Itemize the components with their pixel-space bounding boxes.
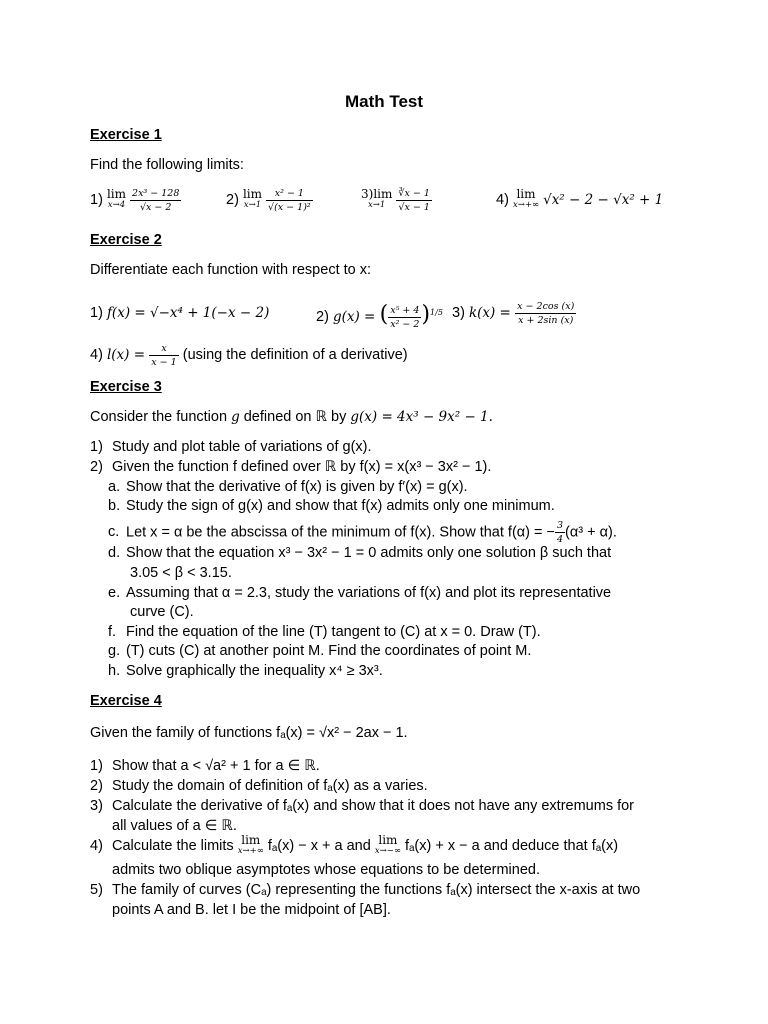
exercise-3-part-a: a. Show that the derivative of f(x) is given by f′(x) = g(x). [108,479,468,495]
exercise-4-question-1: 1) Show that a < √a² + 1 for a ∈ ℝ. [90,758,320,774]
exercise-3-part-d: d. Show that the equation x³ − 3x² − 1 = 0 admits only one solution β such that [108,545,612,561]
derivative-item-3: 3) k(x) = $\frac{x - 2\cos (x)}{x + 2\sin (x)}$ [452,300,575,326]
exercise-3-part-c: c. Let x = α be the abscissa of the minimum of f(x). Show that f(α) = − $\frac{3}{4}$ (α³ + α). [108,520,617,545]
limit-2-label: 2) [226,192,239,208]
exercise-3-heading: Exercise 3 [90,379,162,395]
limit-4-expression: √x² − 2 − √x² + 1 [543,192,664,208]
exercise-4-question-2: 2) Study the domain of definition of fₐ(x) as a varies. [90,778,428,794]
exercise-2-heading: Exercise 2 [90,232,162,248]
exercise-1-intro: Find the following limits: [90,157,244,173]
limit-1-label: 1) [90,192,103,208]
derivative-item-1: 1) f(x) = √−x⁴ + 1(−x − 2) [90,305,270,321]
limit-4-operator: lim x→+∞ [512,187,540,211]
exercise-4-question-5: 5) The family of curves (Cₐ) representing the functions fₐ(x) intersect the x-axis at two [90,882,641,898]
limit-2-fraction: $\frac{\text{x² − 1}}{\text{√(x − 1)²}}$ [268,187,311,213]
limit-1-fraction: $\frac{\text{2x³ − 128}}{√x - 2}$ [132,187,180,213]
exercise-1-heading: Exercise 1 [90,127,162,143]
limit-1-operator: lim x→4 [106,187,126,211]
exercise-3-part-b: b. Study the sign of g(x) and show that f(x) admits only one minimum. [108,498,555,514]
exercise-4-question-4-continued: admits two oblique asymptotes whose equations to be determined. [112,862,540,878]
derivative-item-2: 2) g(x) = ( $\frac{\text{x⁵ + 4}}{\text{x² − 2}}$ )$^{1/5}$ [316,301,443,330]
exercise-4-question-5-continued: points A and B. let I be the midpoint of [AB]. [112,902,391,918]
derivative-item-4: 4) l(x) = $\frac{x}{x - 1}$ (using the definition of a derivative) [90,342,408,368]
exercise-3-part-e-continued: curve (C). [130,604,194,620]
limit-item-3 [361,186,432,214]
limit-item-1 [90,186,181,214]
limit-3-operator: 3)lim x→1 [361,187,393,211]
limit-4-label: 4) [496,192,509,208]
exercise-4-question-3-continued: all values of a ∈ ℝ. [112,818,237,834]
exercise-4-question-3: 3) Calculate the derivative of fₐ(x) and show that it does not have any extremums for [90,798,635,814]
exercise-2-intro: Differentiate each function with respect to x: [90,262,372,278]
exercise-3-part-e: e. Assuming that α = 2.3, study the variations of f(x) and plot its representative [108,585,612,601]
limit-2-operator: lim x→1 [242,187,262,211]
limit-item-2 [226,186,313,214]
exercise-3-part-g: g. (T) cuts (C) at another point M. Find the coordinates of point M. [108,643,532,659]
exercise-4-question-4: 4) Calculate the limits lim x→+∞ fₐ(x) − x + a and lim x→−∞ fₐ(x) + x − a and deduce that fₐ(x) [90,833,619,857]
exercise-3-part-f: f. Find the equation of the line (T) tangent to (C) at x = 0. Draw (T). [108,624,541,640]
limit-item-4 [496,186,663,214]
exercise-4-intro: Given the family of functions fₐ(x) = √x² − 2ax − 1. [90,725,408,741]
limit-3-fraction: $\frac{∛x - 1}{√x - 1}$ [398,187,430,213]
exercise-3-part-h: h. Solve graphically the inequality x⁴ ≥ 3x³. [108,663,383,679]
page-title: Math Test [344,92,424,111]
exercise-4-heading: Exercise 4 [90,693,162,709]
exercise-3-part-d-continued: 3.05 < β < 3.15. [130,565,232,581]
exercise-3-question-1: 1) Study and plot table of variations of g(x). [90,439,372,455]
exercise-3-question-2: 2) Given the function f defined over ℝ by f(x) = x(x³ − 3x² − 1). [90,459,492,475]
exercise-3-intro: Consider the function g defined on ℝ by g(x) = 4x³ − 9x² − 1. [90,409,493,425]
